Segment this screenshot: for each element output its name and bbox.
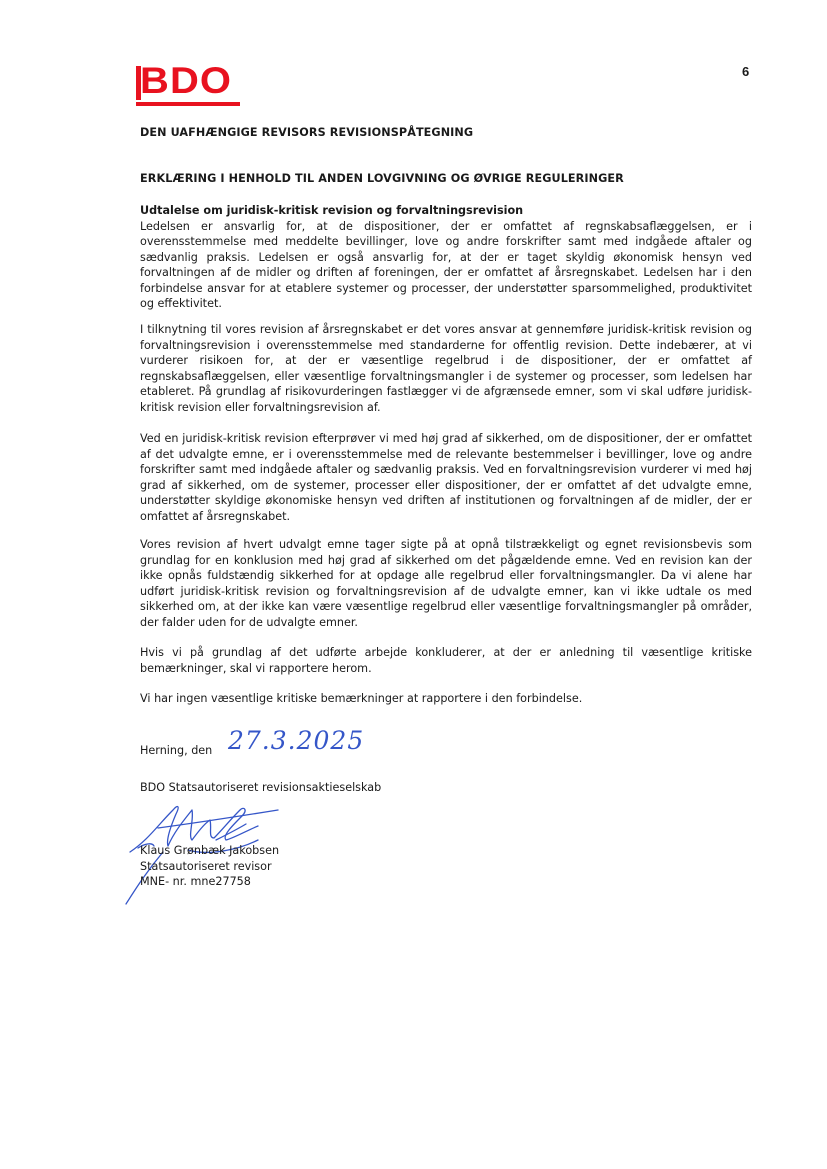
signatory-name: Klaus Grønbæk Jakobsen (140, 844, 280, 857)
paragraph: Hvis vi på grundlag af det udførte arbejde konkluderer, at der er anledning til væsentlige kritiske bemærkninger, skal vi rapportere herom. (140, 646, 752, 675)
section-heading: ERKLÆRING I HENHOLD TIL ANDEN LOVGIVNING OG ØVRIGE REGULERINGER (140, 172, 624, 185)
logo-text: BDO (140, 60, 233, 101)
paragraph: I tilknytning til vores revision af årsregnskabet er det vores ansvar at gennemføre juridisk-kritisk revision og forvaltningsrevision i overensstemmelse med standarderne for offentlig revision. Dette indebærer, at vi vurderer risikoen for, at der er væsentlige regelbrud i de dispositioner, der er omfattet af regnskabsaflæggelsen, eller væsentlige forvaltningsmangler i de systemer og processer, som ledelsen har etableret. På grundlag af risikovurderingen fastlægger vi de afgrænsede emner, som vi skal udføre juridisk-kritisk revision eller forvaltningsrevision af. (140, 323, 752, 414)
signatory-title: Statsautoriseret revisor (140, 859, 272, 873)
place-date-label: Herning, den (140, 744, 213, 757)
signatory-mne: MNE- nr. mne27758 (140, 875, 251, 888)
paragraph: Ledelsen er ansvarlig for, at de dispositioner, der er omfattet af regnskabsaflæggelsen, er i overensstemmelse med meddelte bevillinger, love og andre forskrifter samt med indgåede aftaler og sædvanlig praksis. Ledelsen er også ansvarlig for, at der er taget skyldig økonomisk hensyn ved forvaltningen af de midler og driften af foreningen, der er omfattet af årsregnskabet. Ledelsen har i den forbindelse ansvar for at etablere systemer og processer, der understøtter sparsommelighed, produktivitet og effektivitet. (140, 219, 752, 310)
logo-underline (136, 102, 240, 106)
bdo-logo (136, 60, 242, 106)
paragraph: Ved en juridisk-kritisk revision efterprøver vi med høj grad af sikkerhed, om de dispositioner, der er omfattet af det udvalgte emne, er i overensstemmelse med de relevante bestemmelser i bevillinger, love og andre forskrifter samt med indgåede aftaler og sædvanlig praksis. Ved en forvaltningsrevision vurderer vi med høj grad af sikkerhed, om de systemer, processer eller dispositioner, der er omfattet af det udvalgte emne, understøtter skyldige økonomiske hensyn ved driften af institutionen og forvaltningen af de midler, der er omfattet af årsregnskabet. (140, 432, 752, 523)
paragraph: Vores revision af hvert udvalgt emne tager sigte på at opnå tilstrækkeligt og egnet revisionsbevis som grundlag for en konklusion med høj grad af sikkerhed om det pågældende emne. Ved en revision kan der ikke opnås fuldstændig sikkerhed for at opdage alle regelbrud eller forvaltningsmangler. Da vi alene har udført juridisk-kritisk revision og forvaltningsrevision af de udvalgte emner, kan vi ikke udtale os med sikkerhed om, at der ikke kan være væsentlige regelbrud eller væsentlige forvaltningsmangler på områder, der falder uden for de udvalgte emner. (140, 538, 752, 629)
firm-name: BDO Statsautoriseret revisionsaktieselskab (140, 781, 382, 794)
signatory-block (140, 843, 279, 890)
subheading: Udtalelse om juridisk-kritisk revision og forvaltningsrevision (140, 204, 524, 217)
document-title: DEN UAFHÆNGIGE REVISORS REVISIONSPÅTEGNING (140, 126, 474, 139)
page-number: 6 (742, 64, 750, 79)
paragraph-1-block (140, 203, 752, 312)
handwritten-date: 27.3.2025 (228, 726, 365, 755)
paragraph: Vi har ingen væsentlige kritiske bemærkninger at rapportere i den forbindelse. (140, 692, 583, 705)
